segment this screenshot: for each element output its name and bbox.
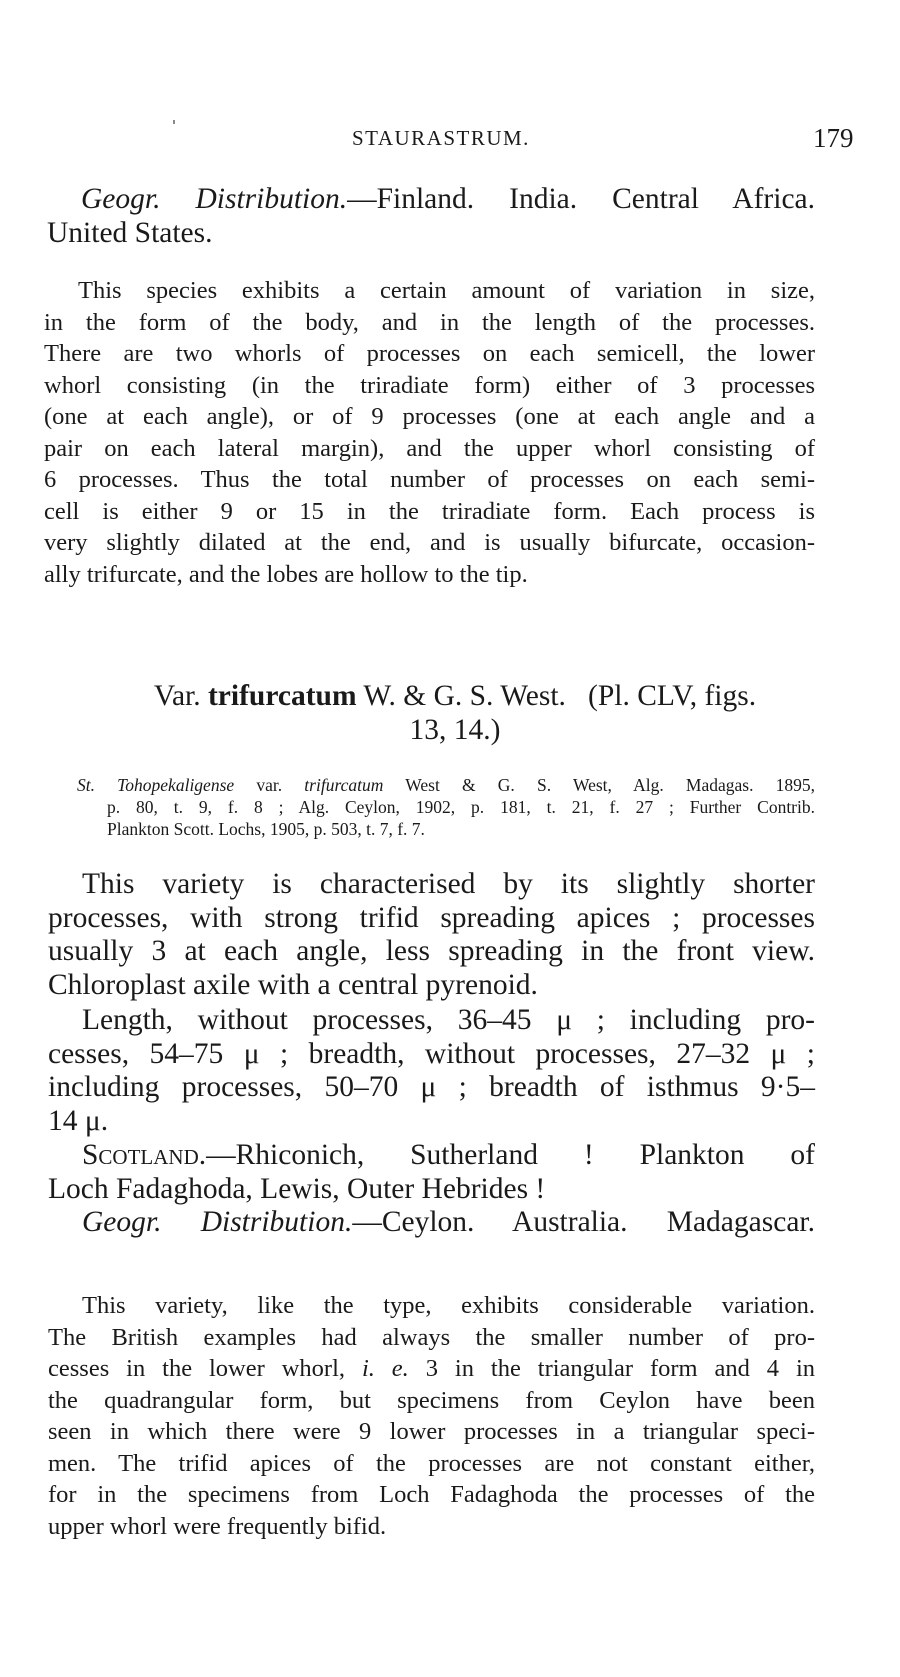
paragraph-line: There are two whorls of processes on each semicell, the lower xyxy=(44,340,815,367)
abbreviation-ie: i. e. xyxy=(361,1355,409,1382)
paragraph-line: 6 processes. Thus the total number of processes on each semi- xyxy=(44,466,815,493)
description-line: Chloroplast axile with a central pyrenoid. xyxy=(48,968,538,1001)
paragraph-line xyxy=(48,1353,815,1385)
distribution-type xyxy=(47,183,815,250)
paragraph-line: whorl consisting (in the triradiate form) either of 3 processes xyxy=(44,371,815,399)
distribution-line: United States. xyxy=(47,216,213,249)
distribution-label: Geogr. Distribution. xyxy=(81,183,348,215)
localities xyxy=(48,1139,815,1206)
paragraph-line: The British examples had always the smaller number of pro- xyxy=(48,1323,815,1351)
synonymy-citation xyxy=(77,774,815,840)
paragraph-line: the quadrangular form, but specimens from Ceylon have been xyxy=(48,1386,815,1414)
variety-authority: W. & G. S. West. xyxy=(363,680,566,712)
variety-heading-line-2: 13, 14.) xyxy=(409,714,501,746)
measurements xyxy=(48,1004,815,1138)
paragraph-line: in the form of the body, and in the length of the processes. xyxy=(44,308,815,336)
measurement-line: including processes, 50–70 μ ; breadth of isthmus 9·5– xyxy=(48,1071,815,1103)
locality-region: Scotland. xyxy=(82,1139,207,1171)
distribution-text: —Finland. India. Central Africa. xyxy=(347,183,816,215)
running-head xyxy=(0,123,900,156)
description-line: usually 3 at each angle, less spreading in the front view. xyxy=(48,935,815,967)
synonym-var-name: trifurcatum xyxy=(304,775,384,795)
locality-line: Loch Fadaghoda, Lewis, Outer Hebrides ! xyxy=(48,1172,546,1205)
paragraph-text: 3 in the triangular form and 4 in xyxy=(425,1355,816,1382)
paragraph-line: upper whorl were frequently bifid. xyxy=(48,1512,387,1540)
distribution-variety xyxy=(48,1206,815,1240)
paragraph-line: This variety, like the type, exhibits considerable variation. xyxy=(82,1292,815,1319)
distribution-line xyxy=(47,183,815,217)
paragraph-line: ally trifurcate, and the lobes are hollow to the tip. xyxy=(44,560,528,588)
distribution-line xyxy=(48,1206,815,1240)
description-line: This variety is characterised by its slightly shorter xyxy=(82,868,815,900)
variety-heading xyxy=(50,679,860,747)
paragraph-line: very slightly dilated at the end, and is usually bifurcate, occasion- xyxy=(44,529,815,556)
page-number: 179 xyxy=(813,123,854,153)
variation-paragraph xyxy=(44,275,815,590)
synonym-var-word: var. xyxy=(256,775,283,795)
paragraph-line: seen in which there were 9 lower processes in a triangular speci- xyxy=(48,1418,815,1445)
synonymy-line: Plankton Scott. Lochs, 1905, p. 503, t. 7, f. 7. xyxy=(107,819,425,839)
measurement-line: Length, without processes, 36–45 μ ; including pro- xyxy=(82,1004,815,1036)
synonym-citation-text: West & G. S. West, Alg. Madagas. 1895, xyxy=(405,775,816,795)
variety-variation-paragraph xyxy=(48,1290,815,1542)
paragraph-text: cesses in the lower whorl, xyxy=(48,1355,345,1382)
variety-name: trifurcatum xyxy=(207,680,357,712)
variety-prefix: Var. xyxy=(153,680,201,712)
locality-line xyxy=(48,1139,815,1173)
paragraph-line: for in the specimens from Loch Fadaghoda the processes of the xyxy=(48,1481,815,1508)
variety-heading-line-1 xyxy=(50,679,860,713)
locality-text: —Rhiconich, Sutherland ! Plankton of xyxy=(206,1139,815,1171)
measurement-line: 14 μ. xyxy=(48,1104,109,1137)
synonymy-line xyxy=(77,774,815,796)
synonym-species: St. Tohopekaligense xyxy=(77,775,235,795)
distribution-label: Geogr. Distribution. xyxy=(82,1206,353,1238)
paragraph-line: men. The trifid apices of the processes are not constant either, xyxy=(48,1449,815,1477)
print-speck xyxy=(173,120,175,124)
description-line: processes, with strong trifid spreading apices ; processes xyxy=(48,901,815,934)
distribution-text: —Ceylon. Australia. Madagascar. xyxy=(352,1206,815,1238)
paragraph-line: pair on each lateral margin), and the upper whorl consisting of xyxy=(44,434,815,462)
running-title: STAURASTRUM. xyxy=(352,126,530,150)
paragraph-line: (one at each angle), or of 9 processes (one at each angle and a xyxy=(44,403,815,430)
paragraph-line: cell is either 9 or 15 in the triradiate form. Each process is xyxy=(44,497,815,525)
measurement-line: cesses, 54–75 μ ; breadth, without processes, 27–32 μ ; xyxy=(48,1037,815,1070)
synonymy-line: p. 80, t. 9, f. 8 ; Alg. Ceylon, 1902, p. 181, t. 21, f. 27 ; Further Contrib. xyxy=(107,797,815,817)
paragraph-line: This species exhibits a certain amount of variation in size, xyxy=(78,277,815,304)
variety-plate-reference: (Pl. CLV, figs. xyxy=(588,680,757,712)
variety-description xyxy=(48,868,815,1002)
